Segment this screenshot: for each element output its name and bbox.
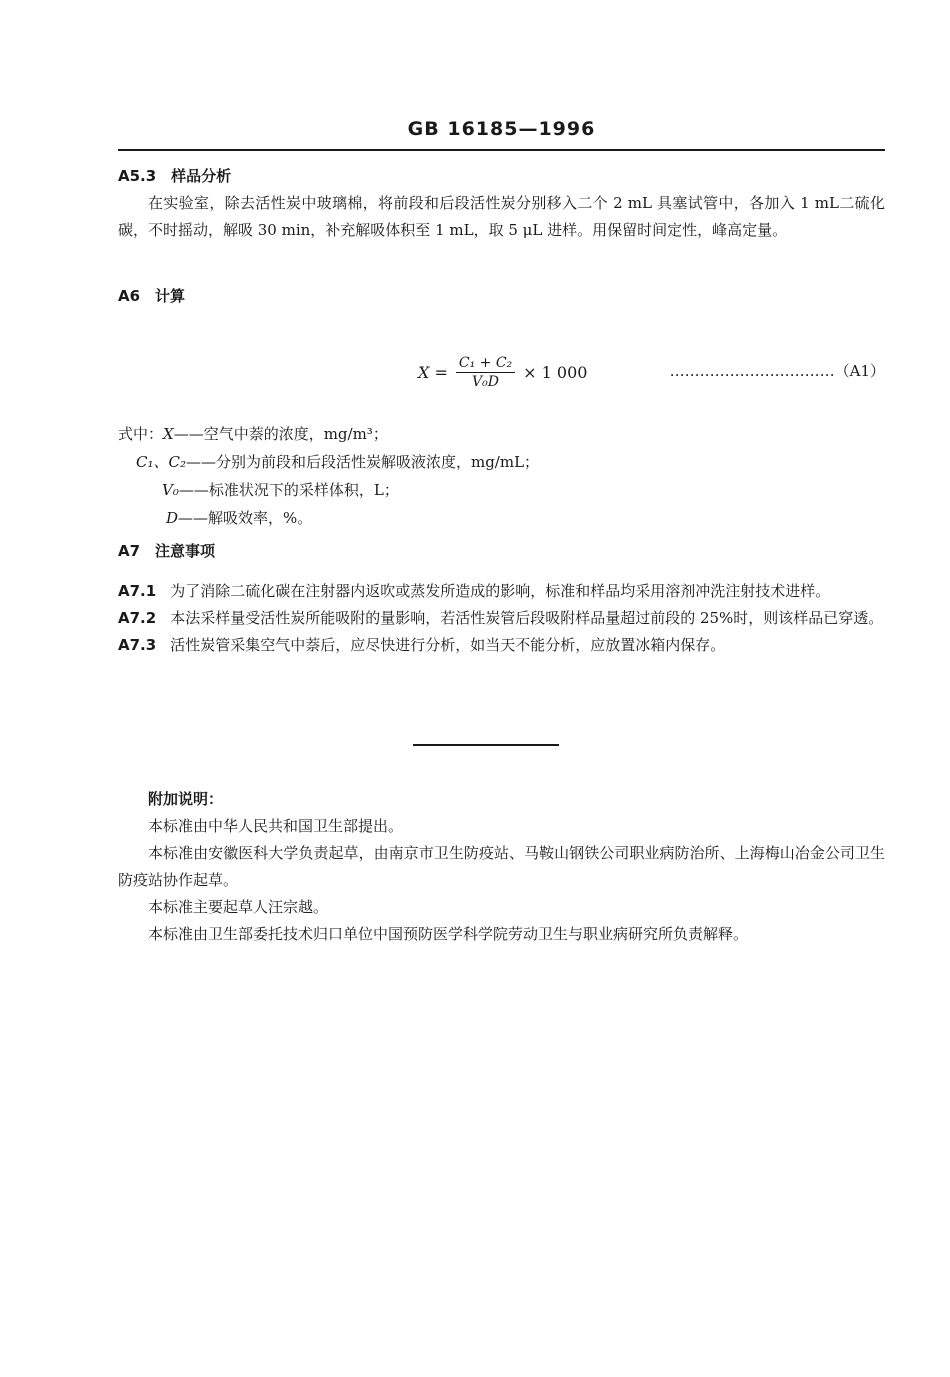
formula-expression <box>418 348 587 396</box>
section-a7 <box>118 538 885 565</box>
item-text: 本法采样量受活性炭所能吸附的量影响，若活性炭管后段吸附样品量超过前段的 25%时，则该样品已穿透。 <box>170 609 884 627</box>
standard-number-header: GB 16185—1996 <box>407 118 596 140</box>
section-a53-text: 在实验室，除去活性炭中玻璃棉，将前段和后段活性炭分别移入二个 2 mL 具塞试管中，各加入 1 mL二硫化碳，不时摇动，解吸 30 min，补充解吸体积至 1 mL，取 5 μL 进样。用保留时间定性，峰高定量。 <box>118 194 885 239</box>
item-number: A7.2 <box>118 609 157 627</box>
formula-definitions <box>118 420 885 532</box>
list-item <box>118 632 885 659</box>
notes-paragraph: 本标准由中华人民共和国卫生部提出。 <box>148 817 404 835</box>
formula-lhs: X = <box>418 362 448 382</box>
definition-symbol: V₀ <box>162 481 179 499</box>
definition-row <box>118 420 885 448</box>
definition-row <box>118 476 885 504</box>
formula-rhs: × 1 000 <box>523 362 588 382</box>
additional-notes <box>118 786 885 948</box>
formula-label: ……………………………（A1） <box>669 362 885 380</box>
formula-fraction <box>456 355 515 390</box>
list-item <box>118 578 885 605</box>
notes-paragraph: 本标准由安徽医科大学负责起草，由南京市卫生防疫站、马鞍山钢铁公司职业病防治所、上海梅山冶金公司卫生防疫站协作起草。 <box>118 844 885 889</box>
list-item <box>118 605 885 632</box>
definition-row <box>118 448 885 476</box>
formula-numerator: C₁ + C₂ <box>456 355 515 373</box>
item-number: A7.3 <box>118 636 157 654</box>
section-a6-heading: A6 计算 <box>118 287 186 305</box>
definition-desc: ——标准状况下的采样体积，L； <box>178 481 399 499</box>
definition-intro: 式中： <box>118 425 164 443</box>
notes-paragraph: 本标准主要起草人汪宗越。 <box>148 898 329 916</box>
item-number: A7.1 <box>118 582 157 600</box>
definition-row <box>118 504 885 532</box>
item-text: 为了消除二硫化碳在注射器内返吹或蒸发所造成的影响，标准和样品均采用溶剂冲洗注射技术进样。 <box>170 582 831 600</box>
definition-desc: ——分别为前段和后段活性炭解吸液浓度，mg/mL； <box>185 453 540 471</box>
section-a53-heading: A5.3 样品分析 <box>118 167 232 185</box>
definition-desc: ——空气中萘的浓度，mg/m³； <box>173 425 388 443</box>
definition-symbol: D <box>166 509 179 527</box>
notes-heading: 附加说明： <box>148 790 224 808</box>
definition-symbol: X <box>163 425 174 443</box>
section-a53 <box>118 163 885 244</box>
formula-denominator: V₀D <box>472 373 499 390</box>
definition-desc: ——解吸效率，%。 <box>178 509 313 527</box>
end-rule <box>413 744 559 746</box>
definition-symbol: C₁、C₂ <box>136 453 186 471</box>
section-a7-items <box>118 578 885 659</box>
item-text: 活性炭管采集空气中萘后，应尽快进行分析，如当天不能分析，应放置冰箱内保存。 <box>170 636 726 654</box>
formula-a1 <box>118 348 885 396</box>
section-a6 <box>118 283 885 310</box>
notes-paragraph: 本标准由卫生部委托技术归口单位中国预防医学科学院劳动卫生与职业病研究所负责解释。 <box>148 925 749 943</box>
header-rule <box>118 149 885 151</box>
section-a7-heading: A7 注意事项 <box>118 542 216 560</box>
